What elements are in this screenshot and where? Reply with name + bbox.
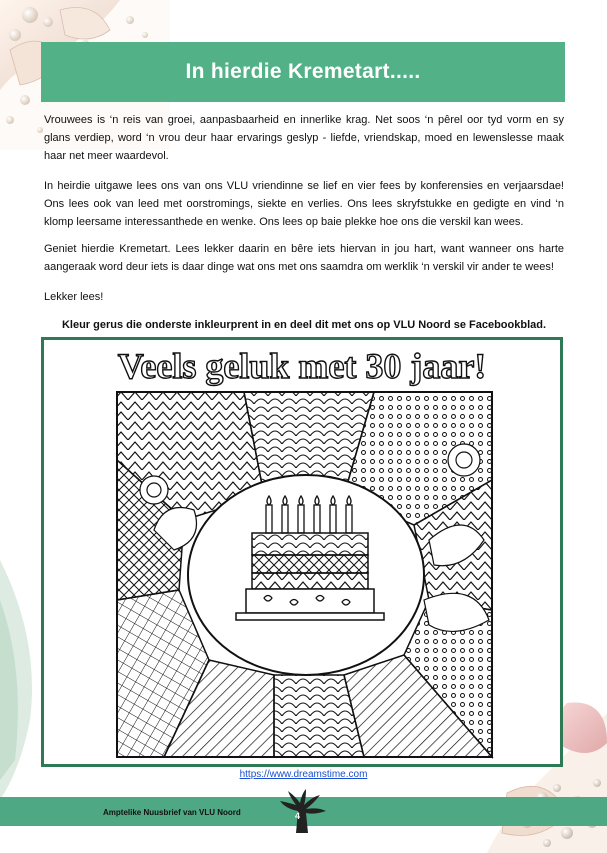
coloring-headline: Veels geluk met 30 jaar!	[117, 346, 487, 386]
intro-paragraph: Vrouwees is ‘n reis van groei, aanpasbaarheid en innerlike krag. Net soos ‘n pêrel oor tyd vorm en sy glans verdiep, word ‘n vrou deur haar ervarings geslyp - liefde, vriendskap, moed en lewenslesse maak haar net meer waardevol.	[44, 114, 564, 162]
page-number: 4	[295, 811, 301, 821]
enjoy-paragraph: Geniet hierdie Kremetart. Lees lekker daarin en bêre iets hiervan in jou hart, want wanneer ons harte aangeraak word deur iets is daar dinge wat ons met ons saamdra om werklik ‘n verskil vir ander te wees!	[44, 243, 564, 273]
page-title: In hierdie Kremetart.....	[185, 60, 421, 83]
footer-newsletter-name: Amptelike Nuusbrief van VLU Noord	[103, 808, 241, 817]
coloring-illustration	[44, 340, 560, 764]
content-paragraph: In heirdie uitgawe lees ons van ons VLU vriendinne se lief en vier fees by konferensies en verjaarsdae! Ons lees ook van leed met oorstromings, siekte en verlies. Ons lees skryfstukke en gedigte en vind ‘n klomp leersame interessanthede en wenke. Ons lees op baie plekke hoe ons die verskil kan wees.	[44, 180, 564, 228]
closing-line: Lekker lees!	[44, 291, 104, 303]
coloring-page-frame	[41, 337, 563, 767]
baobab-tree-icon	[272, 787, 332, 835]
coloring-caption: Kleur gerus die onderste inkleurprent in en deel dit met ons op VLU Noord se Facebookblad.	[61, 319, 547, 331]
source-link[interactable]: https://www.dreamstime.com	[239, 769, 368, 780]
title-banner	[41, 42, 565, 102]
